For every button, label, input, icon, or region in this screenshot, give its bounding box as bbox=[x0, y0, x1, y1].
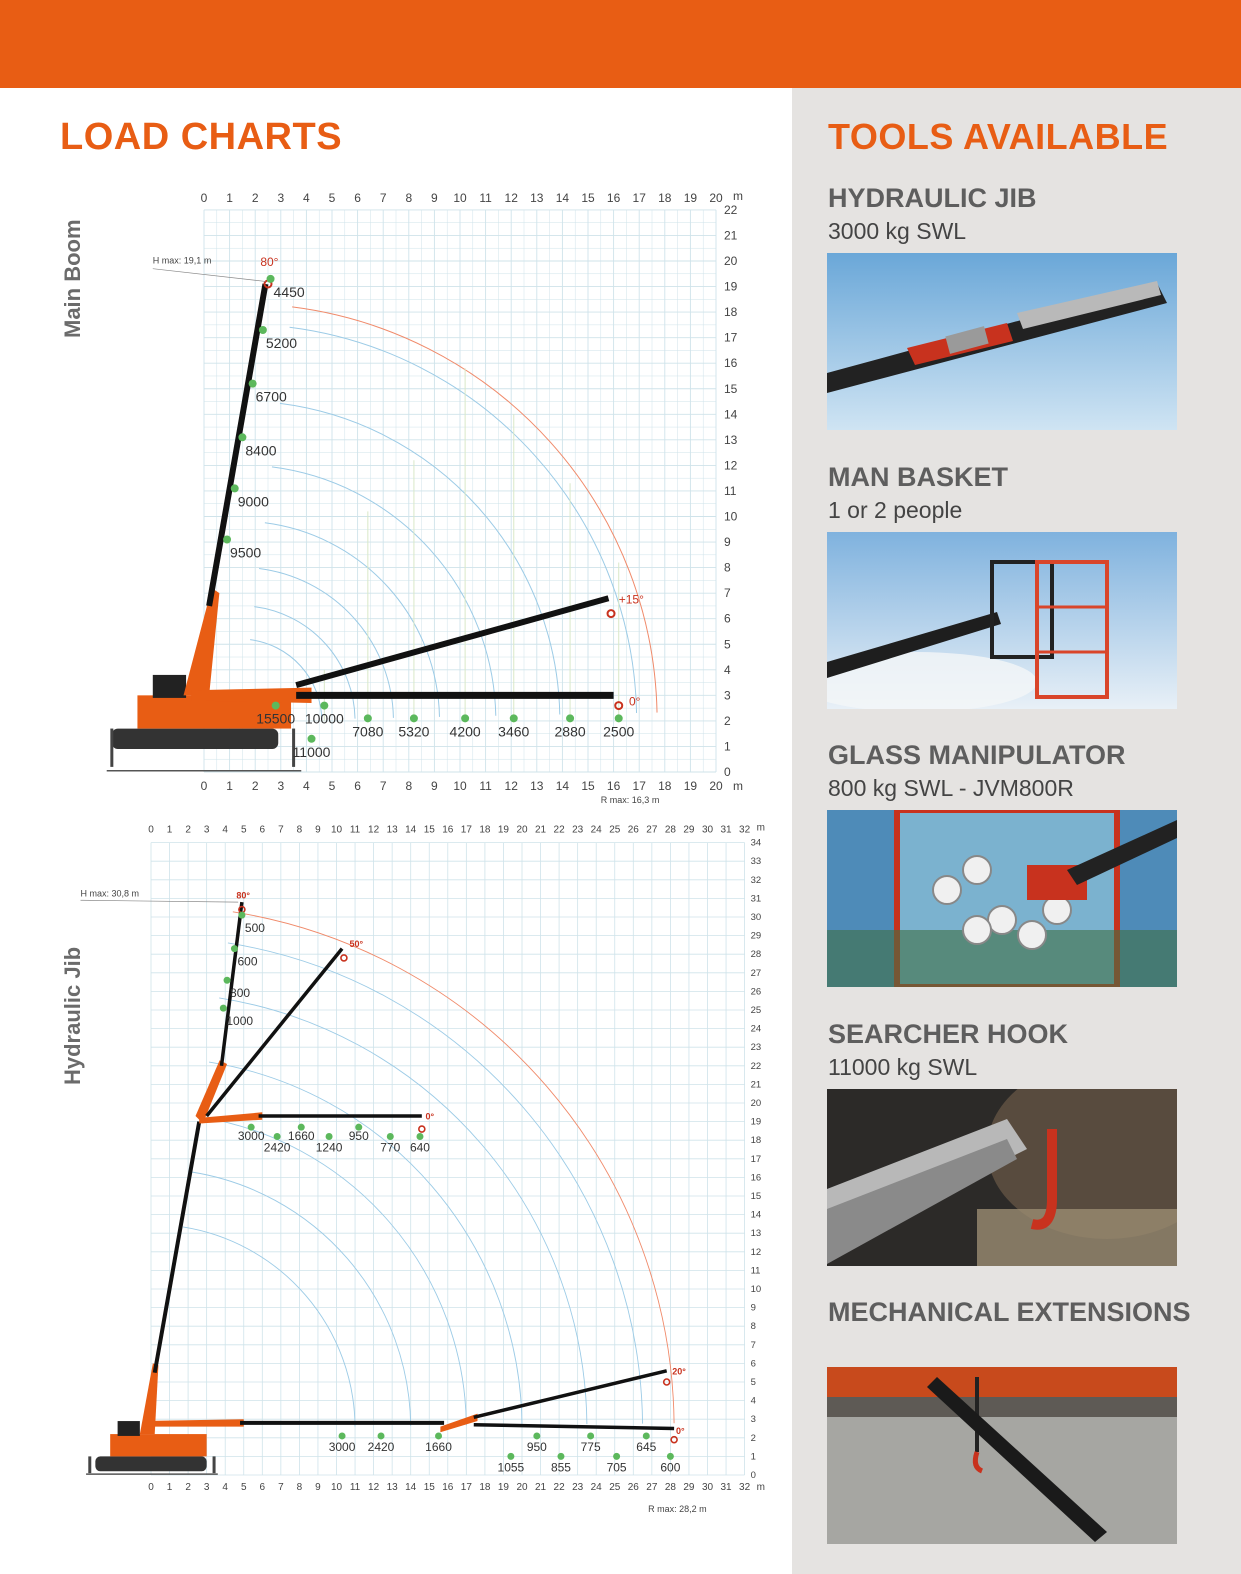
reach-arc bbox=[292, 307, 657, 713]
load-value: 2500 bbox=[603, 723, 635, 740]
x-tick-label-top: 2 bbox=[251, 190, 259, 205]
x-tick-label-top: 11 bbox=[479, 190, 492, 205]
load-value: 5320 bbox=[398, 723, 430, 740]
tool-subtitle-hydraulic-jib: 3000 kg SWL bbox=[828, 218, 967, 244]
x-tick-label-top: 18 bbox=[658, 190, 672, 205]
reach-arc bbox=[272, 467, 496, 716]
x-tick-label-bottom: 32 bbox=[739, 1482, 751, 1493]
y-tick-label: 11 bbox=[750, 1265, 761, 1277]
reach-arc bbox=[280, 403, 560, 714]
x-tick-label-top: 25 bbox=[609, 824, 621, 836]
load-value: 500 bbox=[244, 921, 265, 936]
y-tick-label: 2 bbox=[724, 713, 731, 728]
y-tick-label: 9 bbox=[724, 535, 731, 550]
reach-arc bbox=[290, 327, 637, 713]
load-point bbox=[587, 1432, 594, 1439]
load-value: 1240 bbox=[315, 1140, 343, 1155]
x-tick-label-bottom: 9 bbox=[315, 1482, 321, 1493]
x-tick-label-top: 1 bbox=[166, 824, 173, 836]
boom-horizontal-base bbox=[191, 688, 311, 703]
load-value: 950 bbox=[526, 1439, 547, 1454]
angle-label: 50° bbox=[349, 938, 364, 949]
load-point bbox=[410, 714, 418, 722]
angle-label: 20° bbox=[672, 1366, 686, 1377]
y-tick-label: 27 bbox=[750, 967, 762, 979]
x-tick-label-top: 3 bbox=[277, 190, 285, 205]
load-point bbox=[667, 1453, 674, 1460]
tool-title-hydraulic-jib: HYDRAULIC JIB bbox=[828, 183, 1037, 213]
x-tick-label-bottom: 31 bbox=[720, 1482, 732, 1493]
x-tick-label-bottom: 15 bbox=[423, 1482, 435, 1493]
y-tick-label: 20 bbox=[750, 1098, 762, 1109]
load-value: 15500 bbox=[256, 710, 296, 727]
tool-subtitle-searcher-hook: 11000 kg SWL bbox=[828, 1054, 978, 1080]
load-value: 705 bbox=[606, 1460, 627, 1475]
x-tick-label-bottom: 6 bbox=[259, 1482, 266, 1493]
tool-title-man-basket: MAN BASKET bbox=[828, 462, 1008, 492]
jib-20-deg bbox=[474, 1371, 667, 1418]
load-point bbox=[339, 1432, 346, 1439]
y-tick-label: 10 bbox=[750, 1284, 762, 1295]
x-tick-label-top: 22 bbox=[553, 824, 565, 836]
hmax-label: H max: 19,1 m bbox=[152, 255, 212, 266]
x-tick-label-top: 18 bbox=[479, 824, 491, 836]
y-tick-label: 20 bbox=[724, 254, 738, 268]
x-tick-label-top: 3 bbox=[203, 824, 210, 836]
y-tick-label: 29 bbox=[750, 930, 762, 942]
y-tick-label: 0 bbox=[750, 1470, 756, 1481]
x-tick-label-bottom: 3 bbox=[203, 1482, 210, 1493]
load-point bbox=[267, 275, 275, 283]
x-tick-label-bottom: 0 bbox=[200, 779, 208, 793]
x-tick-label-bottom: 9 bbox=[431, 779, 438, 793]
load-value: 855 bbox=[550, 1460, 571, 1475]
x-tick-label-bottom: 23 bbox=[572, 1482, 584, 1493]
load-point bbox=[223, 535, 231, 543]
y-tick-label: 5 bbox=[724, 637, 731, 652]
x-tick-label-bottom: 19 bbox=[497, 1482, 510, 1493]
y-tick-label: 15 bbox=[724, 381, 738, 396]
x-tick-label-bottom: 2 bbox=[251, 779, 259, 793]
x-tick-label-top: 21 bbox=[534, 824, 547, 836]
x-tick-label-bottom: 30 bbox=[701, 1482, 714, 1493]
jib-80-deg bbox=[221, 902, 241, 1066]
hmax-leader bbox=[153, 269, 266, 282]
x-tick-label-top: 19 bbox=[683, 190, 698, 205]
load-point bbox=[387, 1133, 394, 1140]
load-point bbox=[274, 1133, 281, 1140]
x-tick-label-top: 24 bbox=[590, 824, 602, 836]
y-tick-label: 16 bbox=[750, 1172, 762, 1184]
x-tick-label-top: 31 bbox=[720, 824, 732, 836]
y-tick-label: 11 bbox=[724, 483, 737, 498]
main-boom-label: Main Boom bbox=[60, 219, 85, 338]
load-point bbox=[238, 433, 246, 441]
x-tick-label-top: 9 bbox=[315, 824, 321, 836]
x-tick-label-top: 0 bbox=[200, 190, 208, 205]
x-tick-label-top: 20 bbox=[709, 190, 723, 205]
angle-label-0: 0° bbox=[628, 694, 641, 709]
y-tick-label: 6 bbox=[724, 611, 731, 626]
tool-title-mechanical-extensions: MECHANICAL EXTENSIONS bbox=[828, 1297, 1191, 1327]
load-point bbox=[308, 735, 316, 743]
x-tick-label-bottom: 7 bbox=[379, 779, 387, 793]
x-tick-label-bottom: 13 bbox=[386, 1482, 398, 1493]
x-tick-label-bottom: 8 bbox=[405, 779, 413, 793]
x-tick-label-bottom: 27 bbox=[646, 1482, 658, 1493]
y-tick-label: 10 bbox=[724, 509, 738, 524]
y-tick-label: 7 bbox=[724, 586, 731, 601]
x-tick-label-top: 19 bbox=[497, 824, 510, 836]
load-point bbox=[259, 326, 267, 334]
x-tick-label-top: 13 bbox=[386, 824, 398, 836]
y-tick-label: 16 bbox=[724, 356, 738, 371]
boom-horizontal-base bbox=[144, 1419, 244, 1426]
x-tick-label-top: 17 bbox=[460, 824, 472, 836]
load-value: 8400 bbox=[245, 442, 277, 459]
load-point bbox=[220, 1005, 227, 1012]
main-boom-load-chart bbox=[0, 180, 780, 810]
hydraulic-jib-label: Hydraulic Jib bbox=[60, 946, 85, 1085]
crane-cab bbox=[118, 1421, 140, 1436]
y-tick-label: 12 bbox=[724, 458, 738, 473]
rmax-label: R max: 16,3 m bbox=[600, 795, 660, 805]
reach-arc bbox=[192, 1172, 411, 1426]
y-tick-label: 0 bbox=[724, 765, 731, 779]
y-tick-label: 34 bbox=[750, 837, 762, 849]
y-tick-label: 33 bbox=[750, 856, 762, 868]
y-tick-label: 4 bbox=[724, 662, 731, 677]
x-tick-label-top: 7 bbox=[278, 824, 284, 836]
x-tick-label-bottom: 4 bbox=[303, 779, 310, 793]
load-point bbox=[364, 714, 372, 722]
load-point bbox=[320, 702, 328, 710]
y-tick-label: 21 bbox=[750, 1079, 762, 1091]
boom-15-deg bbox=[296, 598, 608, 685]
x-tick-label-bottom: 8 bbox=[296, 1482, 303, 1493]
x-tick-label-top: 12 bbox=[368, 824, 380, 836]
load-point bbox=[326, 1133, 333, 1140]
crane-cab bbox=[153, 675, 186, 698]
y-tick-label: 23 bbox=[750, 1042, 762, 1054]
x-tick-label-bottom: 15 bbox=[581, 779, 595, 793]
x-tick-label-top: 5 bbox=[240, 824, 247, 836]
load-value: 600 bbox=[660, 1460, 681, 1475]
angle-label: 0° bbox=[425, 1111, 435, 1122]
x-tick-label-top: 27 bbox=[646, 824, 658, 836]
load-value: 1000 bbox=[226, 1014, 254, 1029]
x-tick-label-top: 10 bbox=[330, 824, 343, 836]
mechanical-extensions-photo bbox=[827, 1367, 1177, 1544]
hook-icon bbox=[419, 1126, 425, 1132]
x-tick-label-top: 8 bbox=[296, 824, 303, 836]
searcher-hook-photo bbox=[827, 1089, 1177, 1266]
x-tick-label-top: 20 bbox=[516, 824, 528, 836]
y-tick-label: 22 bbox=[724, 202, 738, 217]
glass-manipulator-photo bbox=[827, 810, 1177, 987]
y-tick-label: 17 bbox=[750, 1153, 762, 1165]
load-value: 800 bbox=[230, 986, 251, 1001]
x-tick-label-top: 16 bbox=[606, 190, 621, 205]
x-tick-label-top: 5 bbox=[328, 190, 336, 205]
reach-arc bbox=[265, 523, 440, 717]
y-tick-label: 32 bbox=[750, 874, 762, 886]
load-point bbox=[238, 912, 245, 919]
x-unit-bottom: m bbox=[756, 1482, 765, 1493]
x-tick-label-bottom: 2 bbox=[185, 1482, 191, 1493]
hydraulic-jib-photo bbox=[827, 253, 1177, 430]
reach-arc bbox=[183, 1227, 355, 1426]
y-tick-label: 25 bbox=[750, 1005, 762, 1016]
y-tick-label: 31 bbox=[750, 893, 762, 905]
load-value: 770 bbox=[380, 1140, 401, 1155]
y-tick-label: 1 bbox=[750, 1451, 756, 1463]
y-tick-label: 19 bbox=[724, 279, 738, 294]
x-tick-label-bottom: 7 bbox=[278, 1482, 284, 1493]
y-tick-label: 12 bbox=[750, 1246, 762, 1258]
load-point bbox=[272, 702, 280, 710]
x-tick-label-bottom: 25 bbox=[609, 1482, 621, 1493]
x-tick-label-top: 2 bbox=[185, 824, 191, 836]
x-tick-label-bottom: 6 bbox=[354, 779, 361, 793]
x-tick-label-top: 1 bbox=[226, 190, 233, 205]
x-tick-label-top: 9 bbox=[431, 190, 438, 205]
hmax-label: H max: 30,8 m bbox=[80, 888, 140, 899]
tools-available-heading: TOOLS AVAILABLE bbox=[828, 116, 1169, 157]
y-tick-label: 8 bbox=[750, 1321, 756, 1333]
y-tick-label: 30 bbox=[750, 912, 762, 923]
x-tick-label-bottom: 22 bbox=[553, 1482, 565, 1493]
hmax-leader bbox=[81, 900, 239, 902]
x-tick-label-bottom: 14 bbox=[555, 779, 570, 793]
angle-label: 80° bbox=[236, 890, 250, 901]
x-tick-label-bottom: 18 bbox=[658, 779, 672, 793]
load-point bbox=[461, 714, 469, 722]
x-unit-top: m bbox=[733, 188, 743, 203]
y-tick-label: 8 bbox=[724, 560, 731, 575]
load-value: 950 bbox=[348, 1129, 369, 1144]
y-tick-label: 26 bbox=[750, 986, 762, 998]
load-point bbox=[435, 1432, 442, 1439]
load-charts-heading: LOAD CHARTS bbox=[60, 116, 343, 158]
x-tick-label-top: 26 bbox=[627, 824, 639, 836]
x-tick-label-top: 17 bbox=[632, 190, 646, 205]
x-tick-label-top: 11 bbox=[349, 824, 361, 836]
load-point bbox=[507, 1453, 514, 1460]
load-point bbox=[566, 714, 574, 722]
x-tick-label-bottom: 12 bbox=[368, 1482, 380, 1493]
x-tick-label-bottom: 17 bbox=[460, 1482, 472, 1493]
x-tick-label-bottom: 3 bbox=[277, 779, 285, 793]
x-tick-label-bottom: 21 bbox=[534, 1482, 547, 1493]
load-value: 2420 bbox=[367, 1439, 395, 1454]
x-tick-label-bottom: 1 bbox=[166, 1482, 173, 1493]
load-value: 7080 bbox=[352, 723, 384, 740]
x-tick-label-bottom: 1 bbox=[226, 779, 233, 793]
tool-title-searcher-hook: SEARCHER HOOK bbox=[828, 1019, 1069, 1049]
crane-track bbox=[95, 1456, 206, 1471]
load-value: 9500 bbox=[230, 544, 262, 561]
load-value: 11000 bbox=[292, 743, 331, 760]
x-tick-label-bottom: 5 bbox=[240, 1482, 247, 1493]
load-point bbox=[378, 1432, 385, 1439]
x-tick-label-bottom: 18 bbox=[479, 1482, 491, 1493]
tool-subtitle-glass-manipulator: 800 kg SWL - JVM800R bbox=[828, 775, 1074, 801]
load-value: 645 bbox=[636, 1439, 657, 1454]
main-boom-raised bbox=[155, 1122, 200, 1373]
x-tick-label-bottom: 26 bbox=[627, 1482, 639, 1493]
x-tick-label-bottom: 16 bbox=[606, 779, 621, 793]
x-tick-label-top: 23 bbox=[572, 824, 584, 836]
angle-label: 0° bbox=[675, 1426, 685, 1437]
x-tick-label-bottom: 13 bbox=[530, 779, 544, 793]
x-tick-label-top: 15 bbox=[581, 190, 595, 205]
load-value: 5200 bbox=[265, 334, 298, 351]
load-point bbox=[643, 1432, 650, 1439]
x-unit-bottom: m bbox=[733, 779, 743, 793]
x-tick-label-top: 32 bbox=[739, 824, 751, 836]
y-tick-label: 22 bbox=[750, 1060, 762, 1072]
x-tick-label-bottom: 16 bbox=[442, 1482, 454, 1493]
x-tick-label-bottom: 28 bbox=[664, 1482, 676, 1493]
load-value: 9000 bbox=[237, 493, 269, 510]
load-value: 2420 bbox=[263, 1140, 291, 1155]
load-point bbox=[557, 1453, 564, 1460]
y-tick-label: 24 bbox=[750, 1023, 762, 1035]
hook-icon bbox=[341, 955, 347, 961]
x-tick-label-top: 12 bbox=[504, 190, 518, 205]
y-tick-label: 14 bbox=[750, 1209, 762, 1221]
load-value: 3460 bbox=[498, 723, 530, 740]
x-tick-label-top: 15 bbox=[423, 824, 435, 836]
y-tick-label: 13 bbox=[724, 432, 738, 447]
y-tick-label: 15 bbox=[750, 1191, 762, 1202]
x-tick-label-top: 14 bbox=[555, 190, 570, 205]
load-point bbox=[231, 945, 238, 952]
y-tick-label: 18 bbox=[724, 305, 738, 320]
x-tick-label-top: 8 bbox=[405, 190, 413, 205]
tool-subtitle-man-basket: 1 or 2 people bbox=[828, 497, 963, 523]
load-value: 1055 bbox=[497, 1460, 525, 1475]
x-tick-label-top: 4 bbox=[303, 190, 310, 205]
y-tick-label: 17 bbox=[724, 330, 738, 345]
x-tick-label-bottom: 29 bbox=[683, 1482, 695, 1493]
x-tick-label-bottom: 17 bbox=[632, 779, 646, 793]
load-value: 10000 bbox=[304, 710, 344, 727]
x-tick-label-top: 30 bbox=[701, 824, 714, 836]
x-tick-label-top: 14 bbox=[405, 824, 417, 836]
boom-base-section bbox=[184, 588, 220, 695]
y-tick-label: 14 bbox=[724, 407, 738, 422]
x-tick-label-bottom: 4 bbox=[222, 1482, 228, 1493]
load-point bbox=[613, 1453, 620, 1460]
x-tick-label-bottom: 11 bbox=[349, 1482, 361, 1493]
y-tick-label: 3 bbox=[750, 1414, 756, 1426]
y-tick-label: 4 bbox=[750, 1395, 756, 1407]
y-tick-label: 1 bbox=[724, 739, 731, 754]
jib-knuckle-section bbox=[196, 1060, 228, 1123]
load-value: 6700 bbox=[255, 388, 287, 405]
load-value: 775 bbox=[580, 1439, 601, 1454]
y-tick-label: 13 bbox=[750, 1228, 762, 1240]
x-tick-label-top: 7 bbox=[379, 190, 387, 205]
x-tick-label-bottom: 12 bbox=[504, 779, 518, 793]
load-point bbox=[249, 380, 257, 388]
x-tick-label-bottom: 11 bbox=[479, 779, 492, 793]
top-accent-bar bbox=[0, 0, 1241, 88]
y-tick-label: 18 bbox=[750, 1135, 762, 1147]
angle-label-15: +15° bbox=[618, 592, 644, 607]
x-tick-label-bottom: 19 bbox=[683, 779, 698, 793]
load-value: 1660 bbox=[287, 1129, 315, 1144]
tool-title-glass-manipulator: GLASS MANIPULATOR bbox=[828, 740, 1126, 770]
load-point bbox=[224, 977, 231, 984]
load-point bbox=[231, 484, 239, 492]
x-tick-label-top: 6 bbox=[354, 190, 361, 205]
load-value: 640 bbox=[409, 1140, 430, 1155]
x-tick-label-bottom: 24 bbox=[590, 1482, 602, 1493]
y-tick-label: 6 bbox=[750, 1358, 756, 1370]
y-tick-label: 9 bbox=[750, 1302, 756, 1314]
load-point bbox=[615, 714, 623, 722]
x-tick-label-bottom: 10 bbox=[330, 1482, 343, 1493]
x-tick-label-top: 16 bbox=[442, 824, 454, 836]
x-tick-label-bottom: 10 bbox=[453, 779, 467, 793]
man-basket-photo bbox=[827, 532, 1177, 709]
hydraulic-jib-load-chart bbox=[0, 820, 780, 1520]
load-value: 2880 bbox=[554, 723, 586, 740]
load-value: 600 bbox=[237, 954, 258, 969]
load-value: 1660 bbox=[425, 1439, 452, 1454]
x-tick-label-top: 0 bbox=[148, 824, 154, 836]
y-tick-label: 2 bbox=[750, 1432, 756, 1444]
y-tick-label: 3 bbox=[724, 688, 731, 703]
x-tick-label-top: 13 bbox=[530, 190, 544, 205]
load-value: 4450 bbox=[273, 283, 305, 300]
x-tick-label-bottom: 0 bbox=[148, 1482, 154, 1493]
crane-body bbox=[110, 1434, 206, 1456]
x-unit-top: m bbox=[756, 822, 765, 834]
x-tick-label-bottom: 20 bbox=[709, 779, 723, 793]
x-tick-label-top: 10 bbox=[453, 190, 467, 205]
x-tick-label-top: 4 bbox=[222, 824, 228, 836]
y-tick-label: 19 bbox=[750, 1116, 762, 1128]
x-tick-label-top: 29 bbox=[683, 824, 695, 836]
load-value: 4200 bbox=[449, 723, 481, 740]
x-tick-label-top: 28 bbox=[664, 824, 676, 836]
load-value: 3000 bbox=[328, 1439, 356, 1454]
reach-arc bbox=[219, 998, 587, 1424]
load-point bbox=[510, 714, 518, 722]
x-tick-label-bottom: 20 bbox=[516, 1482, 528, 1493]
x-tick-label-bottom: 14 bbox=[405, 1482, 417, 1493]
rmax-label: R max: 28,2 m bbox=[648, 1504, 707, 1514]
x-tick-label-bottom: 5 bbox=[328, 779, 336, 793]
y-tick-label: 5 bbox=[750, 1377, 756, 1388]
y-tick-label: 21 bbox=[724, 228, 738, 243]
y-tick-label: 7 bbox=[750, 1339, 756, 1351]
load-point bbox=[533, 1432, 540, 1439]
jib-knuckle-ground bbox=[440, 1414, 477, 1433]
crane-track bbox=[112, 729, 278, 749]
load-value: 3000 bbox=[237, 1129, 265, 1144]
load-point bbox=[416, 1133, 423, 1140]
angle-label-80: 80° bbox=[260, 255, 279, 270]
x-tick-label-top: 6 bbox=[259, 824, 266, 836]
y-tick-label: 28 bbox=[750, 949, 762, 961]
reach-arc bbox=[200, 1117, 466, 1425]
